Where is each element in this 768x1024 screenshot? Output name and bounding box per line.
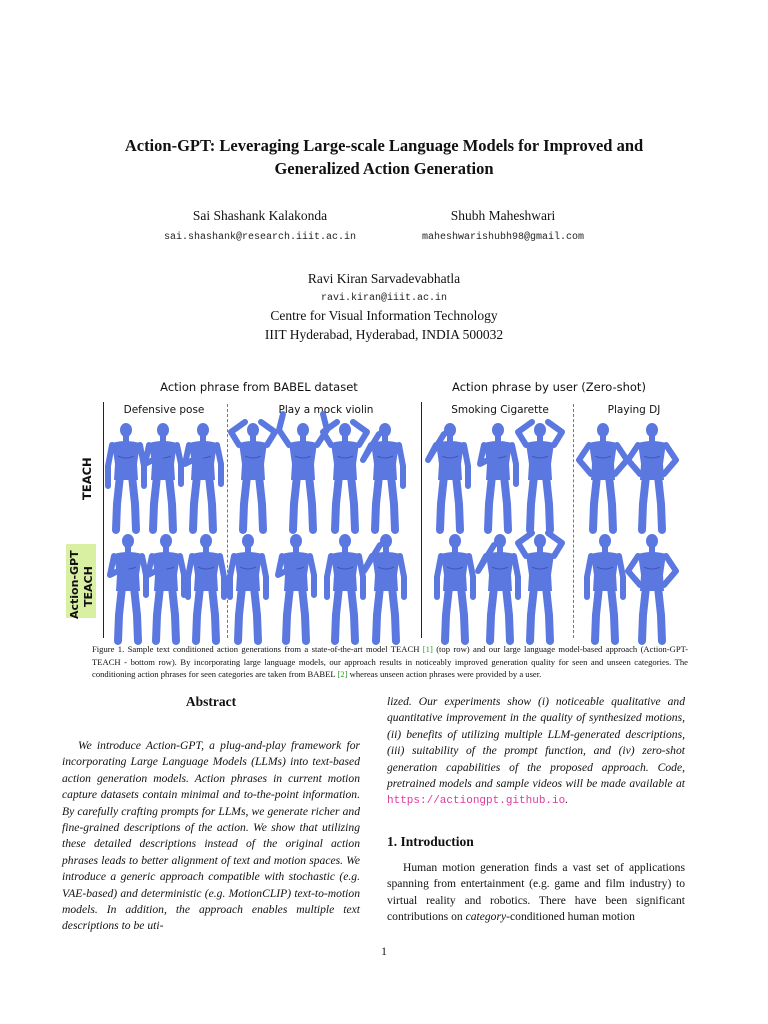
body-arm-right: [664, 556, 676, 585]
human-figure: [587, 534, 623, 641]
citation-2[interactable]: [2]: [337, 669, 348, 680]
body-torso: [331, 552, 359, 591]
human-figure: [185, 423, 221, 530]
body-arm-right: [220, 556, 224, 597]
figure-column-defensive-pose: Defensive pose: [123, 404, 205, 416]
body-torso: [372, 552, 400, 591]
body-torso: [526, 552, 554, 591]
body-arm-right: [512, 445, 516, 484]
body-leg-left: [193, 476, 197, 530]
body-arm-left: [579, 445, 591, 474]
body-arm-right: [664, 445, 676, 474]
human-figure: [428, 423, 468, 530]
body-torso: [436, 441, 464, 480]
author-2-name: Shubh Maheshwari: [450, 208, 556, 223]
human-figure: [278, 534, 314, 641]
body-head: [339, 423, 351, 437]
body-leg-left: [593, 476, 597, 530]
human-figure: [110, 534, 146, 641]
body-head: [120, 423, 132, 437]
body-arm-left: [230, 556, 234, 597]
abstract-continued: [387, 694, 685, 810]
body-arm-left: [231, 422, 245, 445]
human-figure: [437, 534, 473, 641]
body-arm-right: [469, 556, 473, 597]
body-leg-left: [335, 476, 339, 530]
body-leg-right: [132, 476, 136, 530]
body-head: [297, 423, 309, 437]
body-arm-right: [548, 533, 562, 556]
title-line-1: Action-GPT: Leveraging Large-scale Language Models for Improved and: [124, 136, 644, 155]
body-leg-left: [488, 476, 492, 530]
body-arm-right: [619, 556, 623, 597]
human-figure: [480, 423, 516, 530]
body-arm-left: [108, 445, 112, 486]
human-figure: [579, 423, 627, 530]
body-head: [599, 534, 611, 548]
body-arm-right: [399, 445, 403, 486]
abstract-end: .: [565, 793, 569, 807]
body-leg-right: [609, 476, 613, 530]
human-figure: [518, 533, 562, 641]
body-arm-right: [180, 556, 184, 595]
body-head: [160, 534, 172, 548]
body-torso: [234, 552, 262, 591]
human-figure: [148, 534, 184, 641]
body-head: [597, 423, 609, 437]
human-figure: [364, 534, 404, 641]
body-leg-right: [169, 476, 173, 530]
body-arm-right: [464, 445, 468, 486]
row-label-teach: TEACH: [80, 457, 94, 500]
body-head: [534, 423, 546, 437]
author-3-email: ravi.kiran@iiit.ac.in: [320, 293, 448, 304]
body-head: [200, 534, 212, 548]
body-arm-left: [518, 422, 532, 445]
body-leg-left: [445, 587, 449, 641]
body-leg-right: [392, 587, 396, 641]
body-leg-right: [212, 587, 216, 641]
caption-part-3: whereas unseen action phrases were provided by a user.: [347, 669, 542, 680]
body-leg-right: [461, 587, 465, 641]
body-arm-right: [217, 445, 221, 484]
body-arm-right: [514, 556, 518, 597]
body-leg-left: [490, 587, 494, 641]
body-head: [122, 534, 134, 548]
body-leg-left: [642, 476, 646, 530]
body-torso: [192, 552, 220, 591]
body-leg-left: [116, 476, 120, 530]
human-figure: [628, 534, 676, 641]
body-leg-right: [546, 587, 550, 641]
body-head: [290, 534, 302, 548]
human-figure: [518, 422, 562, 530]
body-leg-left: [243, 476, 247, 530]
body-leg-left: [440, 476, 444, 530]
project-url-link[interactable]: https://actiongpt.github.io: [387, 795, 566, 808]
body-torso: [441, 552, 469, 591]
intro-text-b: -conditioned human motion: [506, 910, 635, 924]
body-head: [646, 534, 658, 548]
human-figure: [323, 422, 367, 530]
author-1-email: sai.shashank@research.iiit.ac.in: [163, 232, 357, 243]
body-leg-right: [504, 476, 508, 530]
body-leg-left: [530, 476, 534, 530]
introduction-heading: 1. Introduction: [387, 834, 474, 849]
figure-caption: [92, 643, 688, 681]
body-leg-left: [375, 476, 379, 530]
body-leg-right: [506, 587, 510, 641]
body-torso: [239, 441, 267, 480]
affiliation-line-2: IIIT Hyderabad, Hyderabad, INDIA 500032: [264, 327, 504, 342]
body-head: [449, 534, 461, 548]
body-arm-left: [518, 533, 532, 556]
body-leg-right: [351, 587, 355, 641]
human-figure: [188, 534, 224, 641]
human-figure: [108, 423, 144, 530]
author-2-email: maheshwarishubh98@gmail.com: [421, 232, 585, 243]
body-leg-right: [302, 587, 306, 641]
body-head: [157, 423, 169, 437]
body-leg-right: [254, 587, 258, 641]
body-leg-left: [530, 587, 534, 641]
intro-text-em: category: [465, 910, 507, 924]
affiliation-line-1: Centre for Visual Information Technology: [270, 308, 498, 323]
body-torso: [371, 441, 399, 480]
body-head: [197, 423, 209, 437]
author-3-name: Ravi Kiran Sarvadevabhatla: [307, 271, 461, 286]
body-head: [492, 423, 504, 437]
body-arm-left: [628, 556, 640, 585]
body-leg-left: [376, 587, 380, 641]
human-figure: [478, 534, 518, 641]
body-leg-right: [456, 476, 460, 530]
body-leg-right: [209, 476, 213, 530]
human-figure: [279, 414, 327, 530]
caption-part-1: Figure 1. Sample text conditioned action generations from a state-of-the-art model TEACH: [92, 644, 423, 654]
body-head: [646, 423, 658, 437]
body-leg-left: [642, 587, 646, 641]
body-arm-left: [327, 556, 331, 597]
human-figure: [230, 534, 266, 641]
body-leg-right: [134, 587, 138, 641]
body-leg-right: [351, 476, 355, 530]
body-arm-right: [359, 556, 363, 597]
row-label-action-gpt: Action-GPT: [68, 550, 81, 619]
body-arm-right: [262, 556, 266, 597]
body-leg-left: [595, 587, 599, 641]
body-head: [242, 534, 254, 548]
abstract-text: We introduce Action-GPT, a plug-and-play framework for incorporating Large Language Models (LLMs) into text-based action generation models. Action phrases in current motion capture datasets contain minimal and to-the-point information. By carefully crafting prompts for LLMs, we generate richer and fine-grained descriptions of the action. We show that utilizing these detailed descriptions instead of the original action phrases leads to better alignment of text and motion spaces. We introduce a generic approach compatible with stochastic (e.g. VAE-based) and deterministic (e.g. MotionCLIP) text-to-motion models. In addition, the approach enables multiple text descriptions to be uti-: [62, 739, 360, 933]
body-leg-left: [196, 587, 200, 641]
caption-part-2: (top row) and our large language model-based approach (Action-GPT-TEACH - bottom row). By incorporating large language models, our approach results in noticeably improved generation quality for seen and unseen categories. The conditioning action phrases for seen categories are taken from BABEL: [92, 644, 688, 680]
figure-column-mock-violin: Play a mock violin: [278, 404, 374, 416]
human-figure: [231, 422, 275, 530]
body-leg-left: [286, 587, 290, 641]
body-arm-right: [353, 422, 367, 445]
page-number: 1: [381, 946, 387, 958]
figure-column-smoking-cigarette: Smoking Cigarette: [451, 404, 549, 416]
human-figure: [363, 423, 403, 530]
body-leg-left: [153, 476, 157, 530]
body-arm-right: [177, 445, 181, 484]
body-arm-left: [437, 556, 441, 597]
abstract-heading: Abstract: [185, 694, 237, 709]
body-arm-left: [279, 414, 289, 445]
body-arm-left: [587, 556, 591, 597]
body-head: [534, 534, 546, 548]
body-torso: [486, 552, 514, 591]
body-torso: [591, 552, 619, 591]
body-head: [339, 534, 351, 548]
body-leg-left: [118, 587, 122, 641]
figure-group-right-header: Action phrase by user (Zero-shot): [452, 380, 646, 394]
human-figure: [628, 423, 676, 530]
body-torso: [331, 441, 359, 480]
row-label-teach-2: TEACH: [82, 566, 95, 607]
human-figure: [145, 423, 181, 530]
human-figure: [327, 534, 363, 641]
citation-1[interactable]: [1]: [422, 644, 433, 654]
body-torso: [526, 441, 554, 480]
intro-text-a: Human motion generation finds a vast set of applications spanning from entertainment (e.g. game and film industry) to virtual reality and robotics. There have been significant contributions on: [387, 861, 685, 924]
body-leg-left: [335, 587, 339, 641]
author-1-name: Sai Shashank Kalakonda: [192, 208, 328, 223]
body-leg-left: [156, 587, 160, 641]
body-torso: [289, 441, 317, 480]
abstract-continued-text: lized. Our experiments show (i) noticeable qualitative and quantitative improvement in the quality of synthesized motions, (ii) benefits of utilizing multiple LLM-generated descriptions, (iii) suitability of the prompt function, and (iv) zero-shot generation capabilities of the proposed approach. Code, pretrained models and sample videos will be made available at: [387, 695, 685, 791]
title-line-2: Generalized Action Generation: [274, 159, 494, 178]
figure-group-left-header: Action phrase from BABEL dataset: [160, 380, 358, 394]
body-leg-right: [259, 476, 263, 530]
body-leg-right: [611, 587, 615, 641]
body-arm-left: [628, 445, 640, 474]
body-arm-left: [188, 556, 192, 597]
body-leg-right: [172, 587, 176, 641]
body-head: [247, 423, 259, 437]
body-arm-right: [548, 422, 562, 445]
body-arm-right: [310, 556, 314, 595]
body-arm-right: [400, 556, 404, 597]
body-leg-right: [391, 476, 395, 530]
body-torso: [112, 441, 140, 480]
introduction-text: [387, 860, 685, 926]
body-leg-left: [238, 587, 242, 641]
body-leg-right: [658, 476, 662, 530]
figure-column-playing-dj: Playing DJ: [607, 404, 661, 416]
body-leg-right: [546, 476, 550, 530]
body-leg-right: [658, 587, 662, 641]
body-leg-right: [309, 476, 313, 530]
body-leg-left: [293, 476, 297, 530]
body-arm-right: [261, 422, 275, 445]
